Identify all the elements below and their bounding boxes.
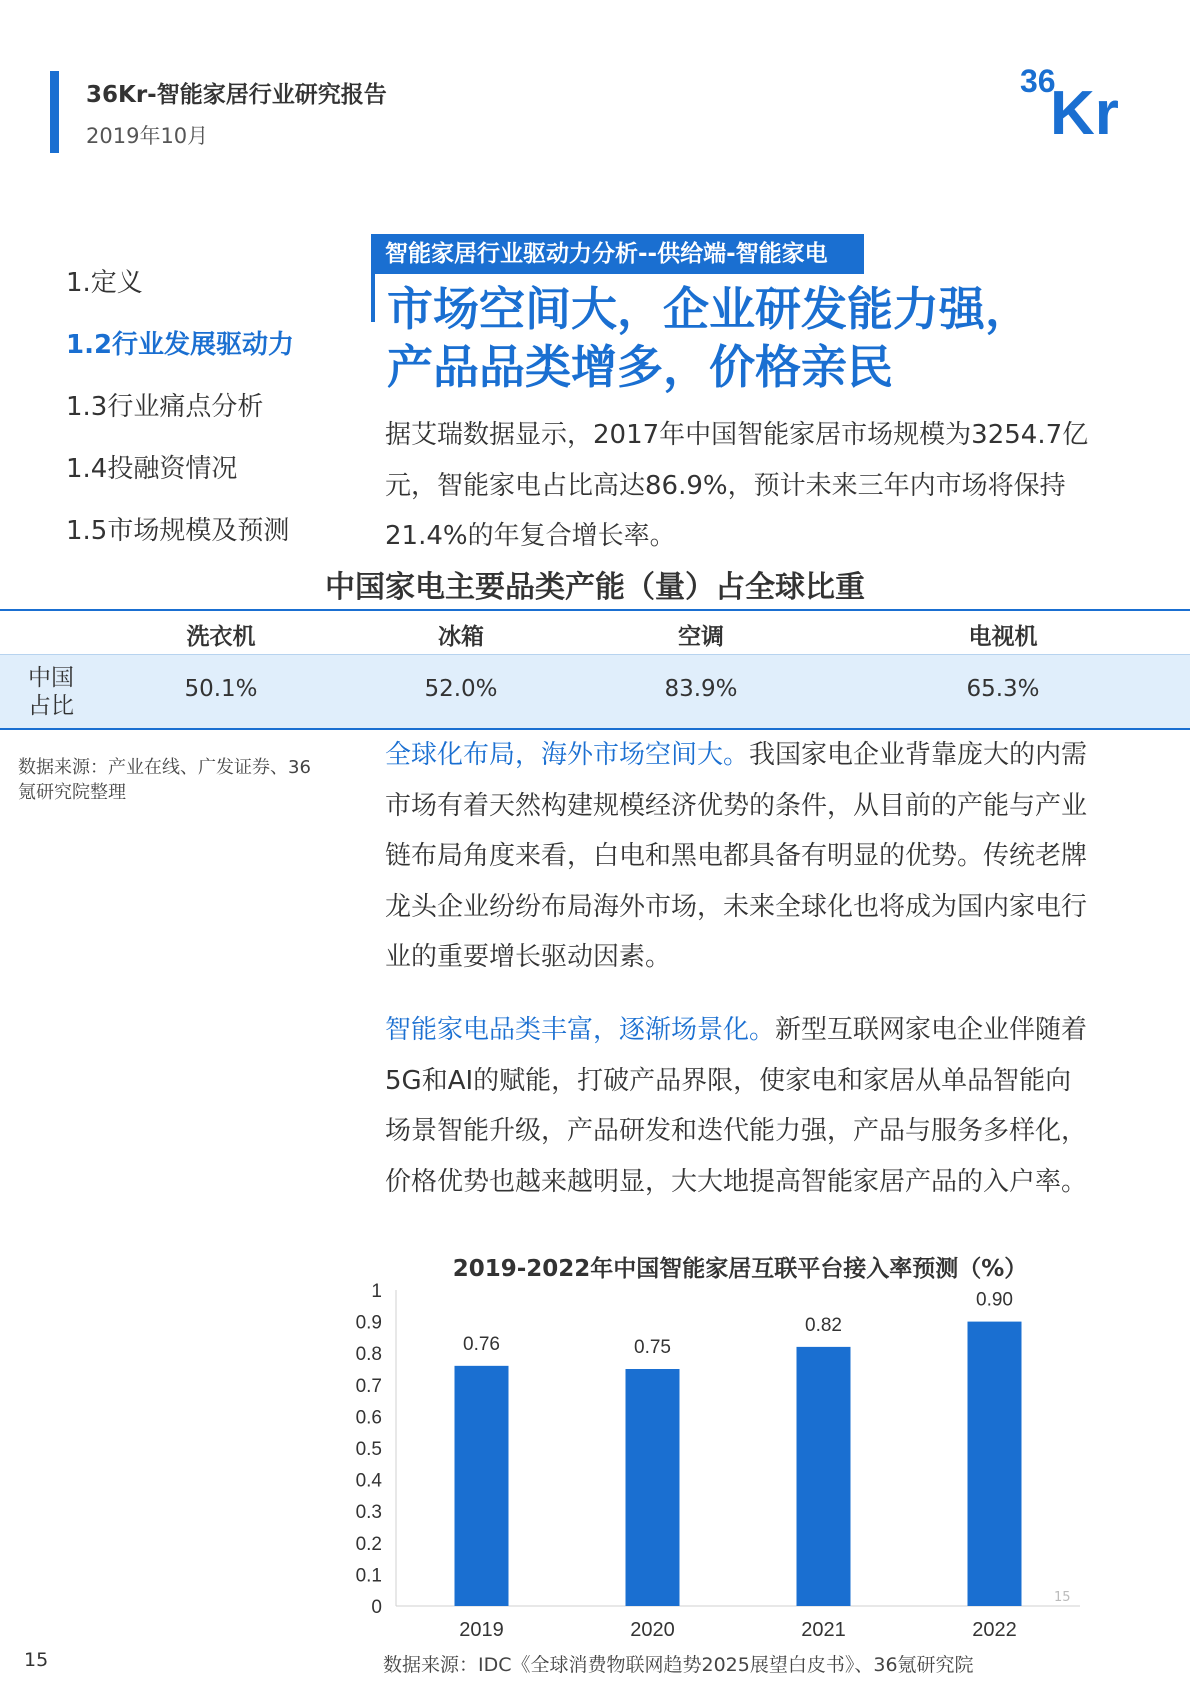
svg-text:36: 36	[1020, 63, 1056, 99]
y-tick-label: 0.7	[355, 1375, 382, 1397]
row-label-line-1: 中国	[28, 665, 74, 691]
page-number: 15	[24, 1649, 49, 1671]
y-tick-label: 0.2	[355, 1533, 382, 1555]
toc-item-5[interactable]: 1.5市场规模及预测	[66, 516, 290, 546]
table-source: 数据来源：产业在线、广发证券、36氪研究院整理	[18, 757, 311, 803]
paragraph-text: 我国家电企业背靠庞大的内需市场有着天然构建规模经济优势的条件，从目前的产能与产业链布局角度来看，白电和黑电都具备有明显的优势。传统老牌龙头企业纷纷布局海外市场，未来全球化也将成为国内家电行业的重要增长驱动因素。	[385, 740, 1088, 972]
chart-title: 2019-2022年中国智能家居互联平台接入率预测（%）	[452, 1256, 1028, 1282]
paragraph-highlight: 智能家电品类丰富，逐渐场景化。	[385, 1015, 776, 1045]
headline-accent-line	[371, 274, 375, 322]
paragraph-globalization	[385, 730, 1095, 983]
row-label-line-2: 占比	[28, 693, 74, 719]
report-date: 2019年10月	[86, 124, 209, 148]
y-tick-label: 0.4	[355, 1470, 382, 1492]
bar	[968, 1322, 1022, 1606]
x-tick-label: 2019	[459, 1619, 504, 1641]
table-header-washer: 洗衣机	[186, 624, 256, 650]
header-accent-bar	[50, 71, 59, 153]
table-cell-ac: 83.9%	[664, 676, 738, 702]
bar-chart	[340, 1270, 1100, 1650]
data-label: 0.76	[463, 1333, 500, 1355]
y-tick-label: 0.1	[355, 1565, 382, 1587]
y-tick-label: 0.8	[355, 1344, 382, 1366]
x-tick-label: 2020	[630, 1619, 675, 1641]
table-header-fridge: 冰箱	[438, 624, 484, 650]
table-header-ac: 空调	[678, 624, 724, 650]
y-tick-label: 0.3	[355, 1502, 382, 1524]
bar	[626, 1369, 680, 1606]
report-title: 36Kr-智能家居行业研究报告	[86, 82, 387, 108]
x-tick-label: 2021	[801, 1619, 846, 1641]
section-tag: 智能家居行业驱动力分析--供给端-智能家电	[371, 234, 864, 274]
y-tick-label: 0.5	[355, 1439, 382, 1460]
36kr-logo	[1020, 62, 1146, 140]
paragraph-text: 新型互联网家电企业伴随着5G和AI的赋能，打破产品界限，使家电和家居从单品智能向场景智能升级，产品研发和迭代能力强，产品与服务多样化，价格优势也越来越明显，大大地提高智能家居产品的入户率。	[385, 1015, 1088, 1197]
toc-item-3[interactable]: 1.3行业痛点分析	[66, 392, 264, 422]
toc-item-1[interactable]: 1.定义	[66, 268, 143, 298]
data-label: 0.82	[805, 1314, 842, 1336]
y-tick-label: 1	[371, 1281, 382, 1302]
table-top-rule	[0, 609, 1190, 611]
y-tick-label: 0	[371, 1597, 382, 1618]
page-watermark: 15	[1054, 1590, 1071, 1605]
headline	[387, 280, 1031, 396]
table-cell-fridge: 52.0%	[424, 676, 498, 702]
y-tick-label: 0.9	[355, 1312, 382, 1334]
x-tick-label: 2022	[972, 1619, 1017, 1641]
data-label: 0.75	[634, 1337, 671, 1358]
chart-source: 数据来源：IDC《全球消费物联网趋势2025展望白皮书》、36氪研究院	[383, 1654, 974, 1676]
data-label: 0.90	[976, 1289, 1013, 1311]
svg-text:Kr: Kr	[1050, 79, 1119, 140]
headline-line-2: 产品品类增多，价格亲民	[387, 340, 893, 394]
table-cell-tv: 65.3%	[966, 676, 1040, 702]
y-tick-label: 0.6	[355, 1407, 382, 1429]
headline-line-1: 市场空间大，企业研发能力强，	[387, 282, 1031, 336]
paragraph-highlight: 全球化布局，海外市场空间大。	[385, 740, 750, 770]
toc-item-4[interactable]: 1.4投融资情况	[66, 454, 238, 484]
intro-paragraph: 据艾瑞数据显示，2017年中国智能家居市场规模为3254.7亿元，智能家电占比高达86.9%，预计未来三年内市场将保持21.4%的年复合增长率。	[385, 420, 1089, 551]
toc-item-2[interactable]: 1.2行业发展驱动力	[66, 330, 295, 360]
table-cell-washer: 50.1%	[184, 676, 258, 702]
paragraph-smart-appliances	[385, 1005, 1095, 1207]
table-header-tv: 电视机	[968, 624, 1038, 650]
bar	[797, 1347, 851, 1606]
table-row-label	[28, 664, 98, 720]
table-title: 中国家电主要品类产能（量）占全球比重	[325, 570, 865, 605]
bar	[455, 1366, 509, 1606]
